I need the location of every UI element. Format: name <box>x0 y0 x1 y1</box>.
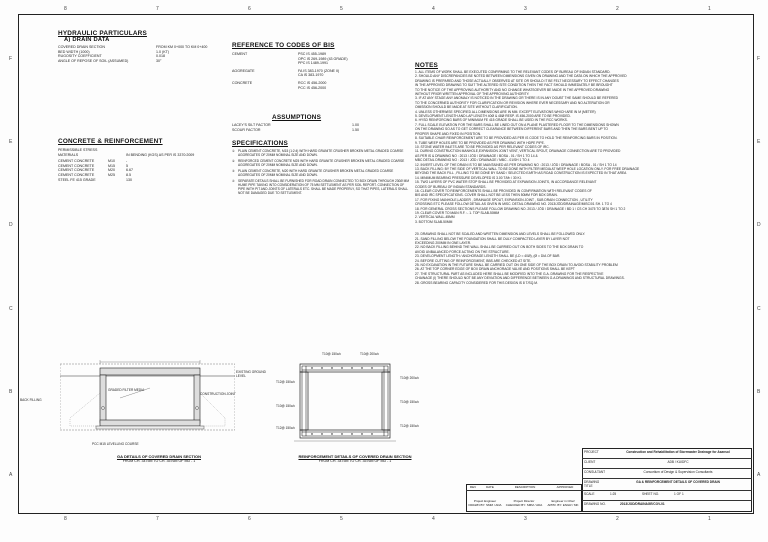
sign1-name: DRAWN BY: SMM / ADA <box>468 502 502 507</box>
note-line: IN THE APPROVED DRAWING TO SUIT THE ALTERED SITE CONDITION THEN THE FACT SHOULD IMMEDIATELY BE BROUGHT <box>415 83 613 88</box>
tb-project: Construction and Rehabilitation of Stormwater Drainage for Asansol <box>626 450 730 454</box>
bar-label: T10@ 150c/c <box>400 400 420 404</box>
concrete-header-v: IN BENDING (KGS) AS PER IS 3370:2009 <box>126 152 195 157</box>
note-line: 15. TWO LAYERS OF PVC WATER STOP SHALL BE PROVIDED AT EXPANSION JOINTS, IN ACCORDANCE RELEVANT <box>415 180 597 185</box>
assumption-value: 1.00 <box>352 123 359 127</box>
grid-bottom-marker: 2 <box>616 516 619 522</box>
specifications-title: SPECIFICATIONS <box>232 140 288 147</box>
codes-row <box>232 81 407 90</box>
note-line: 11. DURING CONSTRUCTION MANHOLE,EXPANSION JOINT VENT, VERTICAL SPOUT, DRAINAGE CONNECTION ARE TO PROVIDED <box>415 149 621 154</box>
label-backfill: BACK FILLING <box>20 398 42 402</box>
grid-right-marker: C <box>757 305 761 312</box>
note-line: CROSSING ETC PLEASE FOLLOW DETAIL AS GIVEN IN MISC. DETAIL DRAWING NO. 2013/JÖD/DRAINAGE/MISC/01 SH. 1 TO 4 <box>415 202 612 207</box>
grid-right-marker: D <box>757 222 761 229</box>
grid-left-marker: D <box>9 222 13 229</box>
rev-h-date: DATE <box>486 485 494 489</box>
hydraulic-title: HYDRAULIC PARTICULARS <box>58 30 147 37</box>
note-line: CHAINAGE (I) THERE SHOULD NOT BE ANY DEVIATION AND DIFFERENCE BETWEEN G.A DRAWINGS AND STRUCTURAL DRAWINGS. <box>415 276 625 281</box>
hydraulic-key: RUGOSITY COEFFICIENT <box>58 54 102 59</box>
tb-dwgno: 2013/JÖD/DRAINAGE/COV-01 <box>620 502 665 506</box>
concrete-stress: 8.5 <box>126 172 131 177</box>
note-line: 6. HYSD REINFORCING BARS OF MINIMUM FE 415 GRADE SHALL BE USED IN THE RCC WORKS. <box>415 118 568 123</box>
tb-scale: 1:25 <box>610 492 617 496</box>
tb-scale-label: SCALE <box>584 492 595 496</box>
bar-label: T10@ 150c/c <box>322 352 342 356</box>
reinforcement-drawing <box>290 350 400 445</box>
note-line: 3. BOTTOM SLAB-50MM <box>415 219 453 224</box>
note-line: 2. SHOULD ANY DISCREPANCIES BE NOTED BETWEEN DIMENSIONS GIVEN ON DRAWING AND THE DATA ON WHICH THE APPROVED <box>415 74 627 79</box>
concrete-row <box>58 178 228 183</box>
grid-left-marker: B <box>9 389 13 395</box>
bar-label: T12@ 150c/c <box>276 426 296 430</box>
concrete-material: CEMENT CONCRETE <box>58 172 95 177</box>
assumption-key: LACEY'S SILT FACTOR <box>232 123 271 127</box>
tb-project-label: PROJECT <box>584 450 599 454</box>
sign3-label: Engineer in Chief <box>551 499 575 503</box>
spec-item <box>232 179 412 196</box>
spec-item-text: PLAIN CEMENT CONCRETE, M15 (1:2:4) WITH HARD GRANITE CRUSHER BROKEN METAL GRADED COARSE AGGREGATES OF 20MM NOMINAL SIZE AND DOWN. <box>238 149 404 158</box>
grid-top-marker: 5 <box>340 6 343 12</box>
tb-consultant-label: CONSULTANT <box>584 470 606 474</box>
codes-key: AGGREGATE <box>232 68 255 73</box>
grid-top-marker: 2 <box>616 6 619 12</box>
hydraulic-key: BED WIDTH (1000) <box>58 49 90 54</box>
sign1-label: Project Engineer <box>473 499 497 503</box>
concrete-header-k: PERMISSIBLE STRESS <box>58 148 98 152</box>
concrete-grade: M10 <box>108 159 115 164</box>
revision-headers <box>466 485 582 489</box>
codes-rows <box>232 52 407 90</box>
assumption-key: SCOUR FACTOR <box>232 127 261 132</box>
note-line: 18. FOR GENERAL CROSS SECTIONS PLEASE FOLLOW DRAWING NO. 2013 / JÖD / DRAINAGE / BD 1 / CS CH 3475 TO 3876 SH 1 TO 2 <box>415 206 626 211</box>
spec-item-marker: ③ <box>232 168 235 173</box>
grid-top-marker: 8 <box>64 6 67 12</box>
assumption-row <box>232 128 407 133</box>
label-gravel: GRADED FILTER MEDIA <box>108 388 145 392</box>
spec-item <box>232 159 412 167</box>
specifications-section <box>232 140 412 197</box>
spec-item-marker: ② <box>232 158 235 163</box>
hydraulic-section <box>58 30 228 63</box>
grid-top-marker: 6 <box>248 6 251 12</box>
hydraulic-value: 0.018 <box>156 54 165 59</box>
codes-key: CEMENT <box>232 52 248 56</box>
note-line: MBC DETAIL DRAWING NO : 2013 / JÖD / DRAINAGE / MBC - 01/SH 1 TO 4 <box>415 158 530 163</box>
note-line: 20. DRAWING SHALL NOT BE SCALED AND WRITTEN DIMENSION AND LEVELS SHALL BE FOLLOWED ONLY. <box>415 232 586 237</box>
grid-left-marker: F <box>9 55 13 62</box>
note-line: 14. MINIMUM BEARING PRESSURE DEVELOPED IS 3.00 T/M² / 30 KI. <box>415 175 522 180</box>
reinf-caption-title: REINFORCEMENT DETAILS OF COVERED DRAIN SECTION <box>298 454 412 459</box>
grid-right-marker: B <box>757 389 761 395</box>
reinf-caption <box>290 454 420 463</box>
note-line: 23. DEVELOPMENT LENGTH / ANCHORAGE LENGTH SHALL BE (LD = 40Ø), (Ø = DIA OF BAR. <box>415 254 561 259</box>
grid-bottom-marker: 4 <box>432 516 435 522</box>
spec-item <box>232 169 412 177</box>
grid-bottom-marker: 5 <box>340 516 343 522</box>
note-line: 21. SAND FILLING BELOW THE FOUNDATION SHALL BE DULY COMPACTED LAYER BY LAYER NOT <box>415 236 570 241</box>
note-line: CODES OF BUREAU OF INDIAN STANDARDS. <box>415 184 487 189</box>
note-line: AVOID UNBALANCED FORCE ACTING ON THE STRUCTURE. <box>415 249 510 254</box>
note-line: TO THE NOTICE OF THE APPROVING AUTHORITY AND NO CHANGE WHATSOEVER BE MADE IN THE APPROVED DRAWING <box>415 87 610 92</box>
note-line: 24. BEFORE CUTTING OF REINFORCEMENT, BBS ARE CHECKED AT SITE. <box>415 258 532 263</box>
tb-sheet: 1 OF 1 <box>674 492 684 496</box>
tb-sheet-label: SHEET NO. <box>642 492 660 496</box>
note-line: 27. THE STRUCTURAL PART AS INCLUDED HERE SHALL BE MODIFIED INTO THE G.A. DRAWING FOR THE RESPECTIVE <box>415 271 604 276</box>
grid-bottom-marker: 8 <box>64 516 67 522</box>
spec-item-text: SEPARATE DETAILS SHALL BE FURNISHED FOR ROAD DRAIN CONNECTED TO BOX DRAIN THROUGH 230Ø MM HUME PIPE TAKING INTO CONSIDERATION OF 75 MM SETTLEMENT AS PER SOIL REPORT. CONNECTION OF PIPE WITH PIT AND JOINTS OF LATERALS ETC. SHALL BE MADE PROPERLY, SO THAT PIPES, LATERALS SHALL NOT BE DAMAGED DUE TO SETTLEMENT. <box>238 178 409 196</box>
assumptions-rows <box>232 123 407 132</box>
concrete-material: STEEL FE 415 GRADE <box>58 177 96 182</box>
sign2-label: Project Director <box>513 499 535 503</box>
rev-h-appr: APPROVED <box>556 485 574 489</box>
hydraulic-value: 1.0 (KT) <box>156 49 169 54</box>
specifications-items <box>232 149 412 196</box>
codes-value: PCC IS 456-2000 <box>298 85 327 90</box>
bar-label: T12@ 150c/c <box>400 424 420 428</box>
grid-right-marker: E <box>757 139 761 145</box>
note-line: OMISSION SHOULD BE MADE AT SITE WITHOUT CLARIFICATION. <box>415 105 518 110</box>
note-line: 1. ALL ITEMS OF WORK SHALL BE EXECUTED CONFIRMING TO THE RELEVANT CODES OF BUREAU OF INDIAN STANDARD. <box>415 70 611 74</box>
note-line: 8. SUITABLE CHAIR REINFORCEMENT ARE TO BE PROVIDED AS PER IS CODE TO HOLD THE REINFORCING BARS IN POSITION. <box>415 136 618 141</box>
bar-label: T10@ 200c/c <box>360 352 380 356</box>
note-line <box>415 224 720 232</box>
hydraulic-value: FROM KM 0+000 TO KM 0+400 <box>156 45 208 49</box>
rev-h-rev: REV <box>469 485 477 489</box>
sign3-name: APPR. BY: ENGR / MK <box>547 502 579 507</box>
assumption-value: 1.50 <box>352 127 359 132</box>
note-line: AS PER IS & DRAWING NO : 2013 / JÖD / DRAINAGE / BOSA - 01 / SH 1 TO 14 & <box>415 153 538 158</box>
note-line: 5. DEVELOPMENT LENGTH AND LAP LENGTH 40Ø & 48Ø RESP. IS 456-2000 ARE TO BE PROVIDED. <box>415 114 571 119</box>
grid-bottom-marker: 3 <box>524 516 527 522</box>
concrete-grade: M25 <box>108 172 115 177</box>
note-line: 19. CLEAR COVER TO MAIN R.F. :- 1. TOP SLAB-50MM <box>415 211 500 215</box>
codes-title: REFERENCE TO CODES OF BIS <box>232 42 335 49</box>
concrete-material: CEMENT CONCRETE <box>58 159 95 164</box>
concrete-header-k2: MATERIALS <box>58 152 79 157</box>
concrete-stress: 5 <box>126 163 128 168</box>
concrete-grade: M20 <box>108 168 115 173</box>
ga-caption <box>84 454 234 463</box>
note-line: 17. FOR FIXING MANHOLE,LADDER , DRAINAGE SPOUT, EXPANSION JOINT , SUB DRAIN CONNECTION , UTILITY <box>415 197 593 202</box>
spec-item-marker: ④ <box>232 178 235 183</box>
concrete-title: CONCRETE & REINFORCEMENT <box>58 138 163 145</box>
grid-bottom-marker: 7 <box>156 516 159 522</box>
note-line: DRAWING IS PREPARED AND THOSE ACTUALLY OBSERVED AT SITE OR SHOULD IT BE FELT NECESSARY TO EFFECT CHANGES <box>415 78 619 83</box>
notes-title: NOTES <box>415 62 439 69</box>
note-line: ON THE DRAWING SO AS TO GET CORRECT CLEARANCE BETWEEN DIFFERENT BARS AND THEN THE BARS BENT UP TO <box>415 127 608 132</box>
concrete-section <box>58 138 228 182</box>
assumptions-title: ASSUMPTIONS <box>272 114 322 121</box>
grid-top-marker: 1 <box>708 6 711 12</box>
note-line: 7. FULL SCALE ELEVATION FOR THE BARS SHALL BE LINED OUT ON A PLANE PLASTERED FLOOR TO THE DIMENSIONS SHOWN <box>415 122 619 127</box>
tb-client-label: CLIENT <box>584 460 596 464</box>
codes-value: PPC IS 1489-1991 <box>298 61 328 66</box>
note-line: 9. TUBE WEEP HOLES ARE TO BE PROVIDED AS PER DRAWING WITH HDPE PIPE. <box>415 140 545 145</box>
grid-left-marker: C <box>9 305 13 312</box>
grid-left-marker: E <box>9 139 13 145</box>
tb-client: ADB / KUIDFC <box>667 460 689 464</box>
hydraulic-rows <box>58 45 228 63</box>
note-line: 25. NO EXCAVATION IN THE FUTURE SHALL BE CARRIED OUT ON ONE SIDE OF THE BOX DRAIN TO AVOID STABILITY PROBLEM <box>415 263 618 268</box>
spec-item <box>232 149 412 157</box>
note-line: PROPER SHAPE AND FIXED IN POSITION. <box>415 131 482 136</box>
grid-right-marker: A <box>757 472 761 479</box>
label-construction: CONSTRUCTION JOINT <box>200 392 236 396</box>
spec-item-text: REINFORCED CEMENT CONCRETE M25 WITH HARD GRANITE CRUSHER BROKEN METAL GRADED COARSE AGGREGATES OF 20MM NOMINAL SIZE AND DOWN. <box>238 158 405 168</box>
tb-title: GA & REINFORCEMENT DETAILS OF COVERED DRAIN <box>636 480 720 484</box>
sign2-name: CHECKED BY: SMM / ADA <box>505 502 543 507</box>
notes-section <box>415 62 720 285</box>
codes-value: FA IS 383-1970 (ZONE II) <box>298 68 340 73</box>
spec-item-text: PLAIN CEMENT CONCRETE, M20 WITH HARD GRANITE CRUSHER BROKEN METAL GRADED COARSE AGGREGATES OF 20MM NOMINAL SIZE AND DOWN. <box>238 168 394 178</box>
note-line: 12. INVERT LEVEL OF THE DRAIN IS TO BE MAINTAINED AS PER DRAWING NO : 2013 / JÖD / DRAINAGE / BOSA - 01 / SH 1 TO 14 <box>415 162 617 167</box>
codes-row <box>232 52 407 66</box>
bar-label: T12@ 150c/c <box>276 380 296 384</box>
tb-dwgno-label: DRAWING NO. <box>584 502 606 506</box>
codes-key: CONCRETE <box>232 80 253 85</box>
grid-right-marker: F <box>757 55 761 62</box>
note-line: 4. UNLESS OTHERWISE SPECIFIED ALL DIMENSIONS ARE IN MM. EXCEPT ELEVATIONS WHICH ARE IN M (METER) <box>415 109 596 114</box>
grid-top-marker: 4 <box>432 6 435 12</box>
grid-bottom-marker: 6 <box>248 516 251 522</box>
grid-left-marker: A <box>9 472 13 479</box>
bar-label: T10@ 200c/c <box>400 376 420 380</box>
concrete-grade: M15 <box>108 163 115 168</box>
codes-values <box>298 52 348 66</box>
note-line: WITHOUT PRIOR WRITTEN APPROVAL OF THE APPROVING AUTHORITY. <box>415 92 530 97</box>
signature-row <box>466 500 582 508</box>
bar-label: T10@ 150c/c <box>276 404 296 408</box>
codes-values <box>298 69 339 78</box>
concrete-grade <box>108 178 126 183</box>
codes-value: RCC IS 456-2000 <box>298 80 327 85</box>
ga-section-drawing <box>60 358 235 438</box>
hydraulic-row <box>58 59 228 64</box>
note-line: EXCEEDING 200MM IN ONE LAYER. <box>415 241 472 246</box>
concrete-stress: - <box>126 159 128 164</box>
grid-top-marker: 3 <box>524 6 527 12</box>
concrete-stress: 6.67 <box>126 168 133 173</box>
spec-item-marker: ① <box>232 149 235 153</box>
note-line: 28. GROSS BEARING CAPACITY CONSIDERED FOR THIS DESIGN IS 8 T/SQ.M. <box>415 280 538 285</box>
note-line: 22. NO BACK FILLING BEHIND THE WALL SHALL BE CARRIED OUT ON BOTH SIDES TO THE BOX DRAIN TO <box>415 245 584 250</box>
tb-consultant: Consortium of Design & Supervision Consultants <box>643 470 713 474</box>
note-line: BEYOND THE BACK FILL , FILLING TO BE DONE BY SAND / SELECTED EARTH AS ROAD CONSTRUCTION IS EXPECTED IN THAT AREA <box>415 171 627 176</box>
label-ground: EXISTING GROUND LEVEL <box>236 370 266 379</box>
note-line: 16. CLEAR COVER TO REINFORCEMENTS SHALL BE PROVIDED IN CONFIRMATION WITH RELEVANT CODES OF <box>415 188 592 193</box>
codes-section <box>232 42 407 93</box>
notes-lines <box>415 70 720 285</box>
hydraulic-subtitle: A) DRAIN DATA <box>64 37 110 43</box>
grid-bottom-marker: 1 <box>708 516 711 522</box>
reinf-caption-sub: FROM CH. 3475M TO CH. 3576M OF MD - 1 <box>318 459 392 463</box>
codes-value: PSC IS 455-1989 <box>298 52 326 56</box>
codes-values <box>298 81 326 90</box>
codes-value: OPC IS 269-1989 (43 GRADE) <box>298 56 348 61</box>
rev-h-desc: DESCRIPTION <box>514 485 536 489</box>
concrete-material: CEMENT CONCRETE <box>58 163 95 168</box>
note-line: 13. BACK FILLING: BY THE SIDE OF VERTICAL WALL TO BE DONE WITH FILTER MEDIA AT WEEP HOLE LOCATION ONLY. FOR FREE DRAINAGE <box>415 166 640 171</box>
hydraulic-key: ANGLE OF REPOSE OF SOIL (ASSUMED) <box>58 58 129 63</box>
note-line: 2. VERTICAL WALL-45MM <box>415 215 455 220</box>
concrete-stress: 130 <box>126 177 132 182</box>
tb-title-label: DRAWING TITLE <box>584 480 600 488</box>
ga-caption-sub: FROM CH. 3475M TO CH. 3576M OF MD - 1 <box>122 459 196 463</box>
hydraulic-key: COVERED DRAIN SECTION <box>58 45 105 49</box>
concrete-rows <box>58 159 228 182</box>
note-line: TO THE CONCERNED AUTHORITY FOR CLARIFICATION OR REVISION WHERE EVER NECESSARY AND NO ALTERATION OR <box>415 100 610 105</box>
ga-caption-title: GA DETAILS OF COVERED DRAIN SECTION <box>116 454 201 459</box>
grid-top-marker: 7 <box>156 6 159 12</box>
note-line: 26. AT THE TOP CORNER EDGE OF BOX DRAIN ANCHORAGE VALVE AND POSITIONS SHALL BE KEPT <box>415 267 575 272</box>
concrete-material: CEMENT CONCRETE <box>58 168 95 173</box>
note-line: 3. IF AT ANY STAGE ANY ANOMALY IS NOTICED IN THE DRAWING OR THERE IS IN ANY DOUBT THE SAME SHOULD BE REFERED <box>415 96 619 101</box>
codes-row <box>232 69 407 78</box>
codes-value: CA IS 383-1970 <box>298 73 324 78</box>
label-pcc: PCC M15 LEVELLING COURSE <box>92 442 139 446</box>
assumptions-section <box>232 114 407 132</box>
note-line: BIS AND IRC SPECIFICATIONS. COVER SHALL NOT BE LESS THEN 50MM FOR BOX DRAIN. <box>415 193 558 198</box>
note-line: 10. STONE WATER INLETS ARE TO BE PROVIDED AS PER RELEVANT CODES OF IRC. <box>415 144 550 149</box>
hydraulic-value: 30° <box>156 58 162 63</box>
